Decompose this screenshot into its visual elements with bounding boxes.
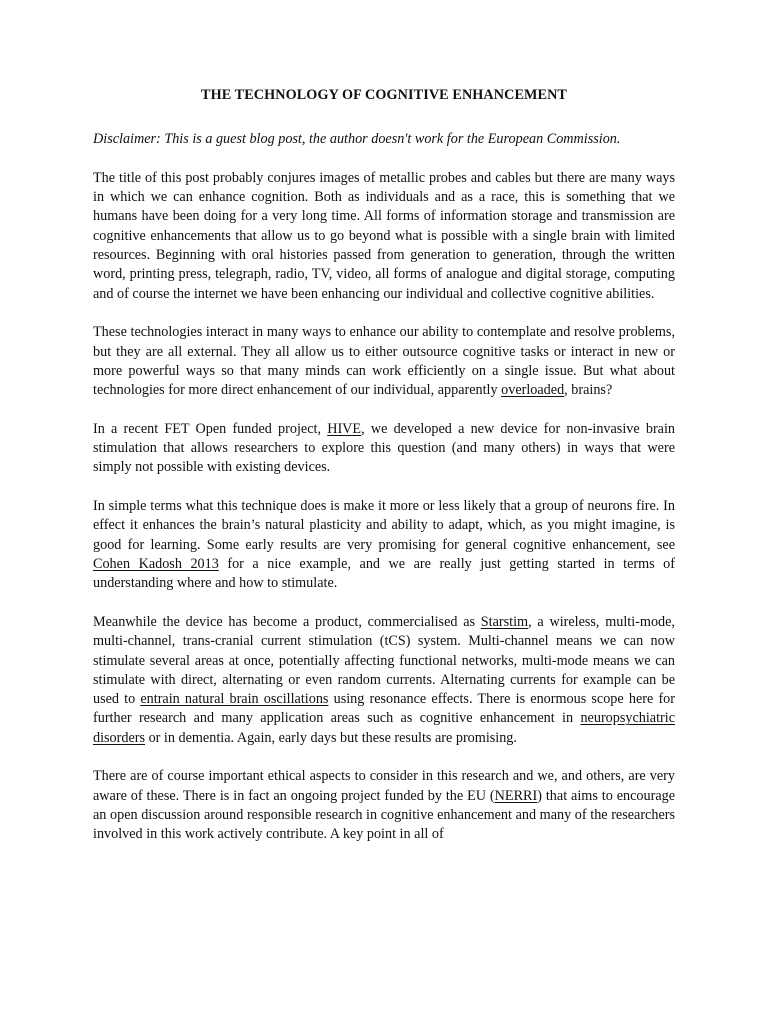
document-page [93, 86, 675, 864]
paragraph-2-text-after: , brains? [564, 382, 613, 399]
paragraph-6-text-after: ) that aims to encourage an open discussion around responsible research in cognitive enhancement and many of the researchers involved in this work actively contribute. A key point in all of [93, 787, 676, 843]
paragraph-4 [93, 497, 675, 593]
cohen-kadosh-link[interactable]: Cohen Kadosh 2013 [93, 556, 219, 573]
starstim-link[interactable]: Starstim [480, 614, 529, 630]
paragraph-6-text-before: There are of course important ethical aspects to consider in this research and we, and others, are very aware of these. There is in fact an ongoing project funded by the EU ( [93, 768, 675, 804]
hive-link[interactable]: HIVE [327, 420, 362, 437]
neuropsychiatric-disorders-link[interactable]: neuropsychiatric disorders [93, 710, 675, 746]
paragraph-3-text-after: , we developed a new device for non-invasive brain stimulation that allows researchers to explore this question (and many others) in ways that were simply not possible with existing devices. [93, 420, 676, 476]
paragraph-6 [93, 767, 675, 844]
paragraph-1: The title of this post probably conjures images of metallic probes and cables but there are many ways in which we can enhance cognition. Both as individuals and as a race, this is something that we humans have been doing for a very long time. All forms of information storage and transmission are cognitive enhancements that allow us to go beyond what is possible with a single brain with limited resources. Beginning with oral histories passed from generation to generation, through the written word, printing press, telegraph, radio, TV, video, all forms of analogue and digital storage, computing and of course the internet we have been enhancing our individual and collective cognitive abilities. [93, 169, 675, 302]
paragraph-5-text-2: , a wireless, multi-mode, multi-channel, trans-cranial current stimulation (tCS) system. Multi-channel means we can now stimulate several areas at once, potentially affecting functional networks, multi-mode means we can stimulate with direct, alternating or even random currents. Alternating currents for example can be used to [93, 614, 675, 708]
paragraph-2-text-before: These technologies interact in many ways to enhance our ability to contemplate and resolve problems, but they are all external. They all allow us to either outsource cognitive tasks or interact in new or more powerful ways so that many minds can work efficiently on a single issue. But what about technologies for more direct enhancement of our individual, apparently [93, 324, 675, 399]
paragraph-4-text-after: for a nice example, and we are really just getting started in terms of understanding where and how to stimulate. [93, 556, 676, 592]
entrain-oscillations-link[interactable]: entrain natural brain oscillations [140, 691, 329, 708]
overloaded-link[interactable]: overloaded [501, 382, 565, 399]
paragraph-5-text-4: or in dementia. Again, early days but these results are promising. [145, 729, 517, 746]
paragraph-5 [93, 613, 675, 748]
paragraph-3 [93, 420, 675, 478]
paragraph-5-text-3: using resonance effects. There is enormous scope here for further research and many application areas such as cognitive enhancement in [93, 691, 675, 727]
nerri-link[interactable]: NERRI [494, 787, 538, 804]
document-title: THE TECHNOLOGY OF COGNITIVE ENHANCEMENT [201, 87, 567, 103]
paragraph-3-text-before: In a recent FET Open funded project, [93, 420, 328, 437]
paragraph-2 [93, 323, 675, 400]
paragraph-4-text-before: In simple terms what this technique does is make it more or less likely that a group of neurons fire. In effect it enhances the brain’s natural plasticity and ability to adapt, which, as you might imagine, is good for learning. Some early results are very promising for general cognitive enhancement, see [93, 498, 675, 553]
paragraph-5-text-1: Meanwhile the device has become a product, commercialised as [93, 614, 481, 630]
disclaimer-text: Disclaimer: This is a guest blog post, the author doesn't work for the European Commission. [93, 131, 621, 147]
